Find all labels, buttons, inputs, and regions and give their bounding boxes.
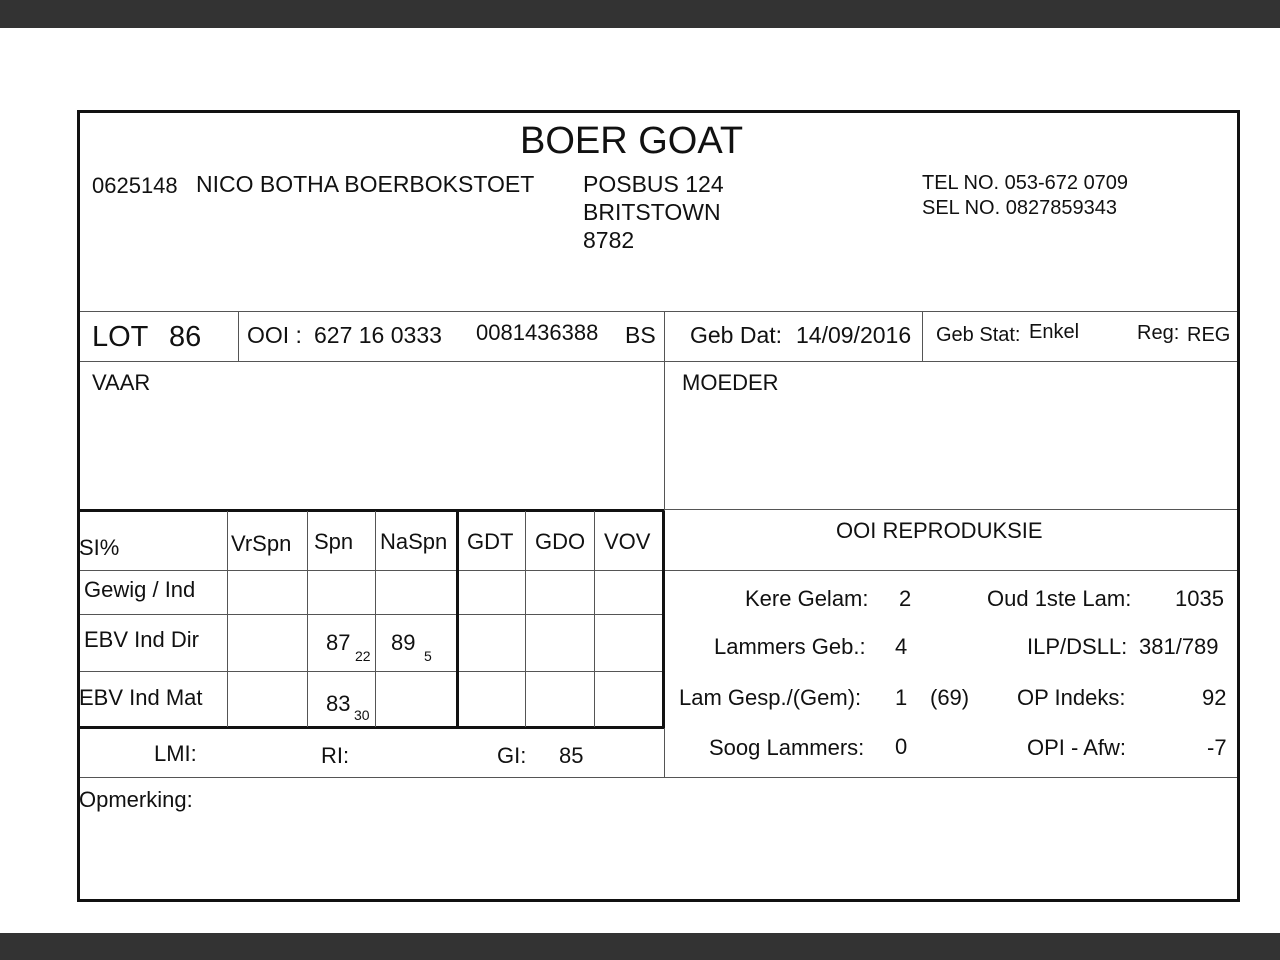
reg-value: REG	[1187, 324, 1231, 346]
divider-grid-bottom	[80, 726, 665, 729]
ilp-label: ILP/DSLL:	[1027, 634, 1128, 659]
header-gdo: GDO	[535, 529, 586, 554]
gi-label: GI:	[497, 743, 527, 768]
vline-grid-right	[662, 511, 665, 728]
geb-dat-label: Geb Dat:	[690, 322, 783, 348]
vline-lot	[238, 311, 239, 361]
soog-value: 0	[895, 734, 908, 759]
header-vov: VOV	[604, 529, 651, 554]
op-indeks-value: 92	[1202, 685, 1227, 710]
vline-grid-1	[227, 511, 228, 727]
lam-gesp-value: 1	[895, 685, 908, 710]
dir-naspn-value: 89	[391, 630, 416, 655]
divider-header-row	[80, 570, 1237, 571]
mat-spn-value: 83	[326, 691, 351, 716]
address-line3: 8782	[583, 227, 635, 253]
vline-grid-6	[594, 511, 595, 727]
oud-lam-value: 1035	[1175, 586, 1224, 611]
moeder-label: MOEDER	[682, 370, 779, 395]
lot-number: 86	[169, 321, 202, 353]
frame-bottom	[77, 899, 1240, 902]
divider-repro-top	[665, 509, 1237, 510]
lam-gesp-label: Lam Gesp./(Gem):	[679, 685, 862, 710]
header-gdt: GDT	[467, 529, 514, 554]
dir-spn-accuracy: 22	[355, 648, 371, 664]
gi-value: 85	[559, 743, 584, 768]
geb-dat-value: 14/09/2016	[796, 322, 912, 348]
breeder-name: NICO BOTHA BOERBOKSTOET	[196, 171, 535, 197]
opi-afw-value: -7	[1207, 735, 1227, 760]
dir-naspn-accuracy: 5	[424, 648, 432, 664]
geb-stat-label: Geb Stat:	[936, 324, 1021, 346]
divider-index-bottom	[80, 777, 1237, 778]
ooi-label: OOI :	[247, 322, 302, 348]
kere-gelam-value: 2	[899, 586, 912, 611]
header-spn: Spn	[314, 529, 354, 554]
oud-lam-label: Oud 1ste Lam:	[987, 586, 1132, 611]
kere-gelam-label: Kere Gelam:	[745, 586, 869, 611]
divider-lot-top	[80, 311, 1237, 312]
divider-row2	[80, 671, 665, 672]
vline-gebdat	[922, 311, 923, 361]
row-gewig-ind: Gewig / Ind	[84, 577, 196, 602]
tel-number: TEL NO. 053-672 0709	[922, 172, 1129, 194]
remarks-label: Opmerking:	[79, 787, 193, 812]
lot-label: LOT	[92, 321, 149, 353]
vline-grid-3	[375, 511, 376, 727]
lammers-geb-value: 4	[895, 634, 908, 659]
ooi-value: 627 16 0333	[314, 322, 442, 348]
geb-stat-value: Enkel	[1029, 321, 1080, 343]
opi-afw-label: OPI - Afw:	[1027, 735, 1127, 760]
frame-right	[1237, 110, 1240, 902]
header-naspn: NaSpn	[380, 529, 448, 554]
soog-label: Soog Lammers:	[709, 735, 865, 760]
frame-top	[77, 110, 1240, 113]
address-line1: POSBUS 124	[583, 171, 724, 197]
dir-spn-value: 87	[326, 630, 351, 655]
reg-label: Reg:	[1137, 322, 1180, 344]
bs-label: BS	[625, 322, 656, 348]
header-vrspn: VrSpn	[231, 531, 292, 556]
breeder-code: 0625148	[92, 173, 178, 198]
row-ebv-ind-dir: EBV Ind Dir	[84, 627, 199, 652]
vline-grid-2	[307, 511, 308, 727]
vline-grid-5	[525, 511, 526, 727]
divider-lot-bottom	[80, 361, 1237, 362]
row-ebv-ind-mat: EBV Ind Mat	[79, 685, 203, 710]
lammers-geb-label: Lammers Geb.:	[714, 634, 866, 659]
ilp-value: 381/789	[1139, 634, 1219, 659]
id-number: 0081436388	[476, 320, 599, 345]
divider-row1	[80, 614, 665, 615]
frame-left	[77, 110, 80, 902]
mat-spn-accuracy: 30	[354, 707, 370, 723]
card-title: BOER GOAT	[520, 120, 744, 162]
lmi-label: LMI:	[154, 741, 197, 766]
op-indeks-label: OP Indeks:	[1017, 685, 1126, 710]
vaar-label: VAAR	[92, 370, 151, 395]
sel-number: SEL NO. 0827859343	[922, 197, 1117, 219]
header-si: SI%	[79, 535, 120, 560]
vline-grid-bold	[456, 511, 459, 728]
divider-grid-top	[80, 509, 665, 512]
repro-title: OOI REPRODUKSIE	[836, 518, 1043, 543]
lam-gesp-gem: (69)	[930, 685, 970, 710]
ri-label: RI:	[321, 743, 350, 768]
address-line2: BRITSTOWN	[583, 199, 721, 225]
